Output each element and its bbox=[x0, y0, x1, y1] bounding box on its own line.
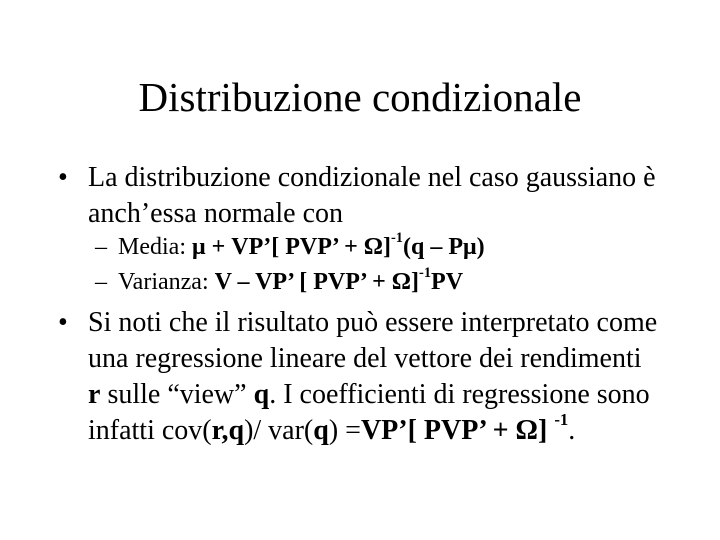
var-arg-q: q bbox=[313, 415, 329, 446]
bullet-2-line-4-start: infatti cov( bbox=[88, 415, 212, 446]
media-exponent: -1 bbox=[391, 230, 403, 247]
varianza-formula-line bbox=[95, 267, 695, 297]
varianza-exponent: -1 bbox=[419, 265, 432, 282]
media-formula-part-1: μ + VP’[ PVP’ + Ω] bbox=[191, 234, 391, 260]
varianza-label: Varianza: bbox=[118, 269, 215, 295]
sub-bullet-varianza bbox=[95, 267, 695, 297]
coefficient-exponent: -1 bbox=[554, 410, 569, 430]
returns-vector-r: r bbox=[88, 379, 101, 410]
bullet-2-line-3-mid: sulle “view” bbox=[100, 379, 254, 410]
bullet-text bbox=[58, 305, 698, 449]
bullet-1-line-1: La distribuzione condizionale nel caso gaussiano è bbox=[88, 162, 656, 193]
bullet-2-line-3-end: . I coefficienti di regressione sono bbox=[269, 379, 650, 410]
bullet-2-line-2: una regressione lineare del vettore dei rendimenti bbox=[88, 343, 642, 374]
views-vector-q: q bbox=[253, 379, 270, 410]
bullet-2-line-1: Si noti che il risultato può essere interpretato come bbox=[88, 307, 658, 338]
media-formula-line bbox=[95, 232, 695, 262]
cov-args-rq: r,q bbox=[211, 415, 245, 446]
sub-bullet-marker: – bbox=[95, 269, 107, 295]
bullet-marker: • bbox=[58, 162, 68, 193]
varianza-formula-part-2: PV bbox=[431, 269, 464, 295]
sub-bullet-media bbox=[95, 232, 695, 262]
coefficient-formula: VP’[ PVP’ + Ω] bbox=[360, 415, 555, 446]
bullet-regression-interpretation bbox=[58, 305, 698, 449]
slide-title: Distribuzione condizionale bbox=[138, 74, 582, 120]
bullet-text bbox=[58, 160, 698, 232]
bullet-marker: • bbox=[58, 307, 68, 338]
bullet-conditional-distribution bbox=[58, 160, 698, 232]
bullet-2-line-4-mid: )/ var( bbox=[244, 415, 314, 446]
bullet-2-line-4-eq: ) = bbox=[328, 415, 361, 446]
varianza-formula-part-1: V – VP’ [ PVP’ + Ω] bbox=[214, 269, 420, 295]
media-label: Media: bbox=[118, 234, 192, 260]
bullet-2-line-4-end: . bbox=[568, 415, 576, 446]
media-formula-part-2: (q – Pμ) bbox=[403, 234, 485, 260]
sub-bullet-marker: – bbox=[95, 234, 107, 260]
bullet-1-line-2: anch’essa normale con bbox=[88, 198, 343, 229]
